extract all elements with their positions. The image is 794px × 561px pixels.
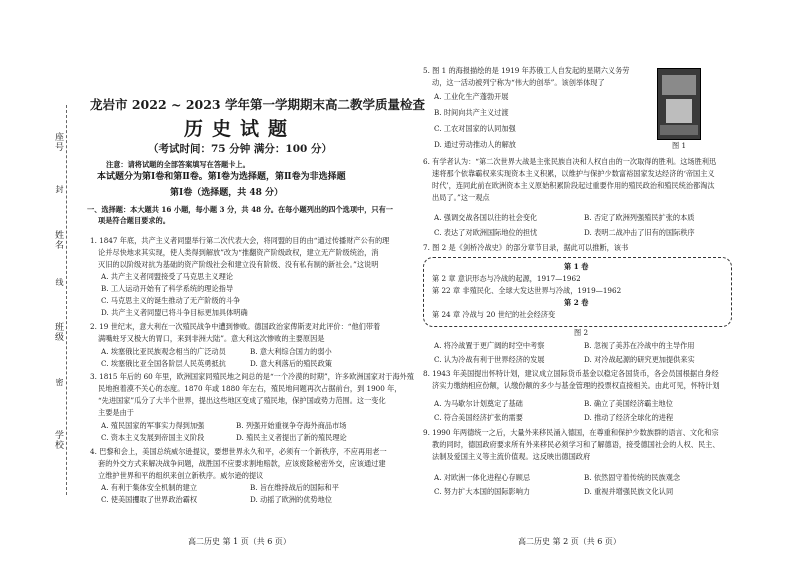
q5-option-a[interactable]: A. 工业化生产蓬勃开展 — [434, 92, 509, 101]
q4-option-a[interactable]: A. 有利于集体安全机制的建立 — [101, 483, 198, 492]
q1-option-b[interactable]: B. 工人运动开始有了科学系统的理论指导 — [101, 284, 234, 293]
toc-chapter-24: 第 24 章 冷战与 20 世纪的社会经济变 — [432, 310, 556, 319]
q9-option-d[interactable]: D. 重视并增强民族文化认同 — [584, 487, 674, 496]
q7-option-b[interactable]: B. 忽视了美苏在冷战中的主导作用 — [584, 341, 695, 350]
q3-line: 主要是由于 — [98, 408, 134, 417]
instruction-line-2: 项是符合题目要求的。 — [98, 216, 170, 225]
q1-line: 论并尽快地求其实现，使人类得到解放”改为“推翻资产阶级政权，建立无产阶级统治，消 — [98, 248, 379, 257]
q3-line: 3. 1815 年后的 60 年里，欧洲国家同殖民地之间总的是“一个冷漠的时期”，许多欧洲国家对于海外殖 — [90, 372, 414, 381]
q6-line: 出局了。”这一观点 — [432, 193, 490, 202]
q3-line: “先进国家”瓜分了大半个世界，提出这些地区变成了殖民地，保护国或势力范围。这一变化 — [98, 396, 386, 405]
seat-number-label: 座号 — [53, 132, 63, 152]
toc-chapter-22: 第 22 章 非殖民化、全球大发达世界与冷战，1919—1962 — [432, 286, 622, 295]
q1-option-c[interactable]: C. 马克思主义的诞生推动了无产阶级的斗争 — [101, 296, 241, 305]
q9-option-c[interactable]: C. 努力扩大本国的国际影响力 — [434, 487, 531, 496]
q4-option-b[interactable]: B. 旨在维持战后的国际和平 — [250, 483, 339, 492]
q3-option-d[interactable]: D. 殖民主义者提出了新的殖民理论 — [236, 433, 347, 442]
q2-line: 满嘴蛀牙又极大的胃口，来到非洲大陆”。意大利这次惨败的主要原因是 — [98, 334, 325, 343]
q8-option-c[interactable]: C. 符合美国经济扩张的需要 — [434, 413, 523, 422]
seal-mark: 封 — [55, 185, 64, 193]
q1-option-a[interactable]: A. 共产主义者同盟接受了马克思主义理论 — [101, 272, 233, 281]
poster-image — [657, 68, 701, 140]
q8-option-a[interactable]: A. 为马歇尔计划奠定了基础 — [434, 399, 523, 408]
q9-line: 教的同时，德国政府要求所有外来移民必须学习和了解德语，接受德国社会的人权、民主、 — [432, 440, 720, 449]
q8-option-d[interactable]: D. 推动了经济全球化的进程 — [584, 413, 674, 422]
q1-option-d[interactable]: D. 共产主义者同盟已将斗争目标更加具体明确 — [101, 308, 248, 317]
secret-mark: 密 — [55, 378, 64, 386]
figure1-caption: 图 1 — [672, 141, 687, 150]
q3-option-a[interactable]: A. 殖民国家的军事实力得到加强 — [101, 421, 205, 430]
instruction-line-1: 一、选择题：本大题共 16 小题，每小题 3 分，共 48 分。在每小题列出的四个选项中，只有一 — [87, 205, 393, 214]
page-footer-left: 高二历史 第 1 页（共 6 页） — [188, 537, 291, 546]
q7-option-c[interactable]: C. 认为冷战有利于世界经济的发展 — [434, 355, 545, 364]
exam-structure: 本试题分为第Ⅰ卷和第Ⅱ卷。第Ⅰ卷为选择题，第Ⅱ卷为非选择题 — [97, 172, 346, 182]
part1-heading: 第Ⅰ卷（选择题，共 48 分） — [170, 188, 284, 198]
q9-option-b[interactable]: B. 依然固守着传统的民族观念 — [584, 473, 681, 482]
q6-line: 速将那个依靠霸权来实现资本主义积累，以维护与保护少数富裕国家发达经济的‘帝国主义 — [432, 169, 715, 178]
q6-line: 6. 有学者认为：“第二次世界大战是主张民族自决和人权自由的一次取得的胜利。这场胜利迅 — [423, 157, 717, 166]
q3-option-c[interactable]: C. 资本主义发展到帝国主义阶段 — [101, 433, 205, 442]
q8-line: 济实力缴纳相应份额，认缴份额的多少与基金管理的投票权直接相关。由此可见，怀特计划 — [432, 381, 720, 390]
q5-option-b[interactable]: B. 时间向共产主义过渡 — [434, 108, 509, 117]
q6-option-a[interactable]: A. 强调交战各国以往的社会变化 — [434, 213, 538, 222]
q5-option-c[interactable]: C. 工农对国家的认同加强 — [434, 124, 516, 133]
q3-line: 民地抱着漠不关心的态度。1870 年或 1880 年左右，殖民地问题再次占据前台，到 1900 年， — [98, 384, 402, 393]
subject-title: 历史试题 — [183, 118, 296, 140]
q7-line: 7. 图 2 是《剑桥冷战史》的部分章节目录，据此可以推断，该书 — [423, 243, 629, 252]
name-label: 姓名 — [53, 230, 63, 250]
q5-option-d[interactable]: D. 通过劳动推动人的解放 — [434, 140, 516, 149]
q7-option-d[interactable]: D. 对冷战起源的研究更加提供来实 — [584, 355, 695, 364]
q8-line: 8. 1943 年美国提出怀特计划，建议成立国际货币基金以稳定各国货币，各会员国根据自身经 — [423, 369, 719, 378]
figure2-caption: 图 2 — [574, 328, 589, 337]
q4-line: 4. 巴黎和会上，美国总统威尔逊提议，要想世界永久和平，必须有一个新秩序，不应再用老一 — [90, 447, 387, 456]
q4-option-c[interactable]: C. 使美国攫取了世界政治霸权 — [101, 495, 198, 504]
page-footer-right: 高二历史 第 2 页（共 6 页） — [518, 537, 621, 546]
q3-option-b[interactable]: B. 列强开始重视争夺海外商品市场 — [236, 421, 347, 430]
binding-strip — [0, 0, 74, 561]
q6-option-d[interactable]: D. 表明二战冲击了旧有的国际秩序 — [584, 228, 695, 237]
toc-volume-1: 第 1 卷 — [564, 262, 589, 271]
exam-note: 注意：请将试题的全部答案填写在答题卡上。 — [106, 160, 250, 169]
q2-option-c[interactable]: C. 埃塞俄比亚全国各阶层人民英勇抵抗 — [101, 359, 226, 368]
toc-chapter-2: 第 2 章 意识形态与冷战的起源，1917—1962 — [432, 274, 581, 283]
class-label: 班级 — [53, 322, 63, 342]
q9-line: 9. 1990 年两德统一之后，大量外来移民涌入德国，在尊重和保护少数族群的语言、文化和宗 — [423, 428, 719, 437]
line-mark: 线 — [55, 278, 64, 286]
q6-option-c[interactable]: C. 表达了对欧洲国际地位的担忧 — [434, 228, 538, 237]
q6-option-b[interactable]: B. 否定了欧洲列强殖民扩张的本质 — [584, 213, 695, 222]
exam-time: （考试时间：75 分钟 满分：100 分） — [148, 143, 332, 155]
q4-option-d[interactable]: D. 动摇了欧洲的优势地位 — [250, 495, 332, 504]
q4-line: 套的外交方式来解决战争问题，战胜国不应要求割地赔款，应该废除秘密外交，应该通过建 — [98, 459, 386, 468]
toc-volume-2: 第 2 卷 — [564, 298, 589, 307]
binding-line — [66, 105, 67, 495]
q9-line: 法制及爱国主义等主流价值观。这反映出德国政府 — [432, 452, 591, 461]
q6-line: 时代’，连同此前在欧洲资本主义原始积累阶段起过重要作用的殖民政治和殖民统治都淘汰 — [432, 181, 715, 190]
q2-line: 2. 19 世纪末，意大利在一次殖民战争中遭到惨败。德国政治家俾斯麦对此评价：“他们带着 — [90, 322, 381, 331]
q5-line: 5. 图 1 的海报描绘的是 1919 年苏俄工人自发起的星期六义务劳 — [423, 66, 630, 75]
q1-line: 灭旧的以阶级对抗为基础的资产阶级社会和建立没有阶级、没有私有制的新社会。”这说明 — [98, 260, 379, 269]
school-label: 学校 — [53, 430, 63, 450]
q5-line: 动，这一活动被列宁称为“伟大的创举”。该创举体现了 — [432, 78, 605, 87]
q1-line: 1. 1847 年底，共产主义者同盟举行第二次代表大会，将同盟的目的由“通过传播财产公有的理 — [90, 236, 390, 245]
exam-title: 龙岩市 2022 ~ 2023 学年第一学期期末高二教学质量检查 — [90, 97, 425, 112]
q2-option-d[interactable]: D. 意大利落后的殖民政策 — [250, 359, 332, 368]
q2-option-a[interactable]: A. 埃塞俄比亚民族观念相当的广泛动员 — [101, 347, 226, 356]
q8-option-b[interactable]: B. 确立了美国经济霸主地位 — [584, 399, 673, 408]
q9-option-a[interactable]: A. 对欧洲一体化进程心存顾忌 — [434, 473, 531, 482]
q7-option-a[interactable]: A. 将冷战置于更广阔的时空中考察 — [434, 341, 545, 350]
q2-option-b[interactable]: B. 意大利综合国力的弱小 — [250, 347, 332, 356]
q4-line: 立维护世界和平的组织来创立新秩序。威尔逊的提议 — [98, 471, 264, 480]
